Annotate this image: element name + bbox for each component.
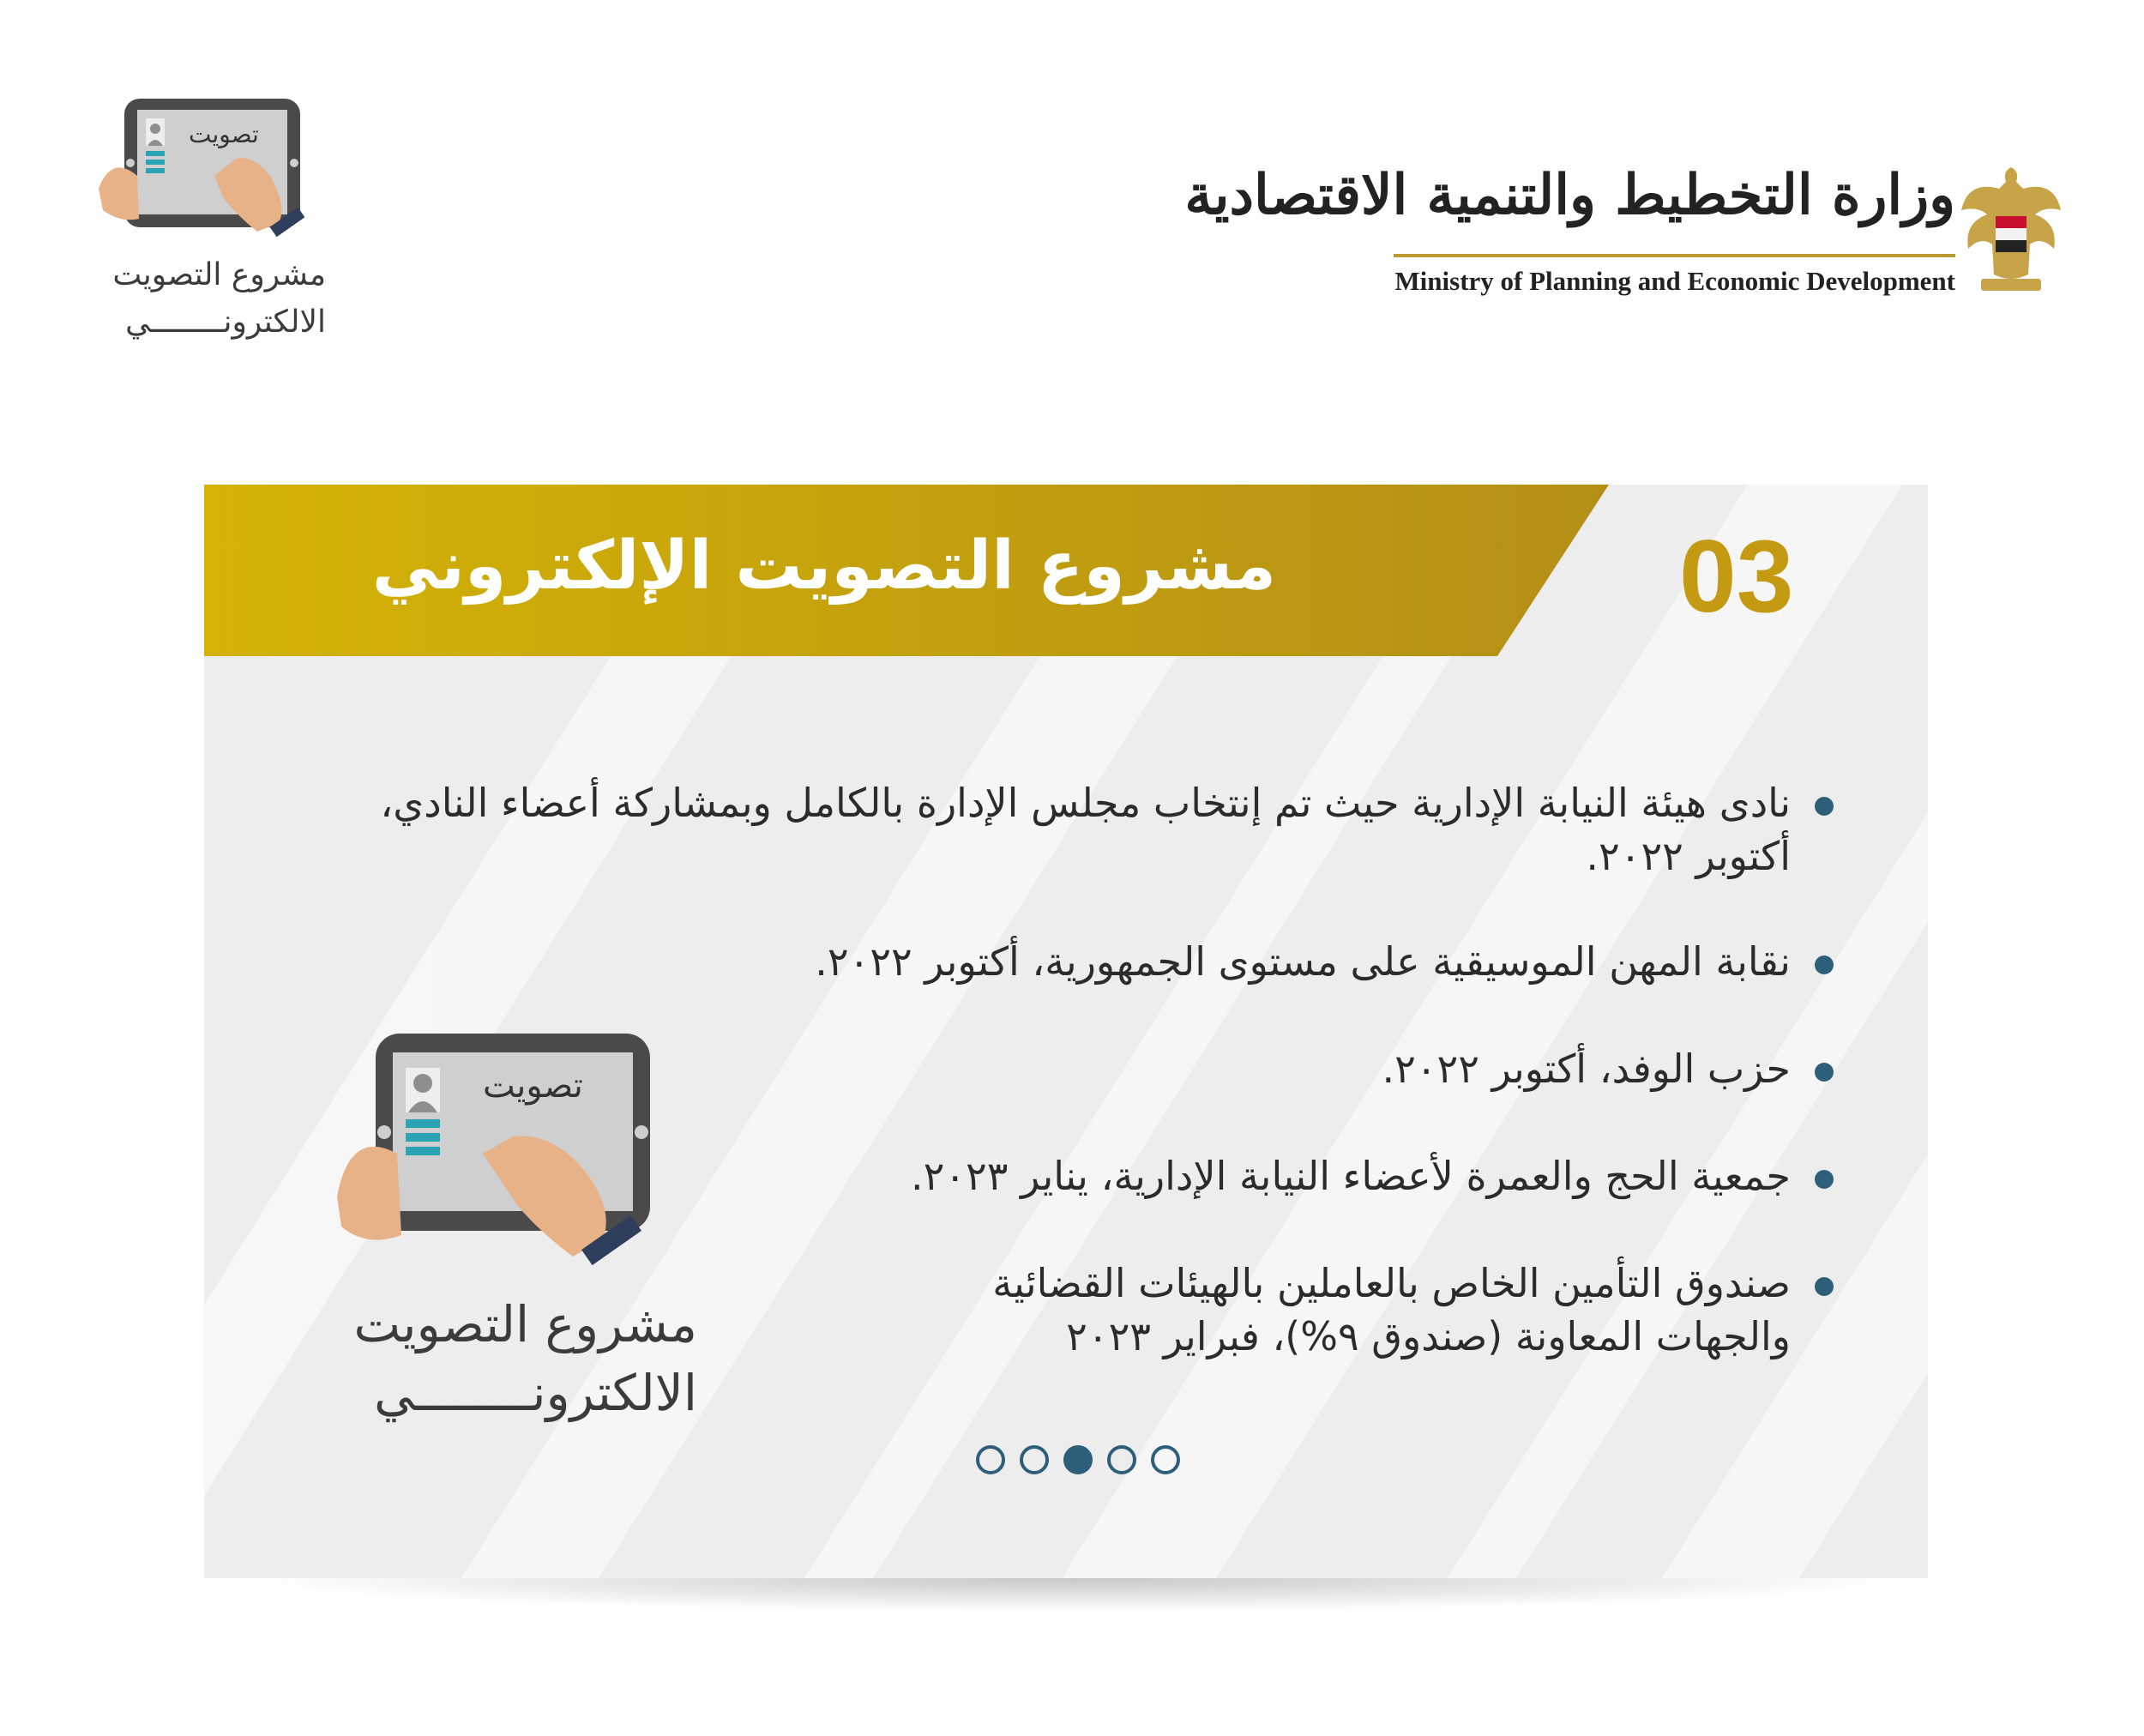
ministry-divider [1394, 254, 1955, 257]
list-item [933, 1257, 1834, 1363]
list-item-text: نقابة المهن الموسيقية على مستوى الجمهورية، أكتوبر ٢٠٢٢. [815, 938, 1791, 985]
bullet-dot [1815, 955, 1834, 974]
bullet-dot [1815, 1063, 1834, 1082]
page-dot-5[interactable] [1151, 1445, 1180, 1474]
list-item [341, 776, 1834, 883]
page-dot-3[interactable] [1063, 1445, 1093, 1474]
project-caption-line1-small: مشروع التصويت [112, 257, 326, 292]
page-dot-2[interactable] [1020, 1445, 1049, 1474]
title-banner [204, 485, 1611, 656]
illustration-caption-line2: الالكترونــــــــي [374, 1364, 697, 1422]
page-dot-4[interactable] [1107, 1445, 1136, 1474]
card-title: مشروع التصويت الإلكتروني [371, 527, 1276, 605]
illustration-caption-line1: مشروع التصويت [353, 1295, 697, 1353]
list-item [341, 935, 1834, 988]
card-number: 03 [1679, 519, 1794, 634]
bullet-dot [1815, 1277, 1834, 1296]
project-caption-line2-small: الالكترونــــــــي [125, 304, 326, 340]
ministry-english-name: Ministry of Planning and Economic Development [1394, 266, 1955, 296]
bullet-dot [1815, 797, 1834, 816]
list-item-text: صندوق التأمين الخاص بالعاملين بالهيئات القضائية والجهات المعاونة (صندوق ٩%)، فبراير ٢٠٢٣ [992, 1260, 1791, 1359]
ministry-arabic-name: وزارة التخطيط والتنمية الاقتصادية [1184, 163, 1955, 227]
bullet-dot [1815, 1170, 1834, 1189]
voting-tablet-icon-small [86, 94, 343, 266]
project-logo-small [86, 94, 343, 352]
tablet-screen-label: تصويت [483, 1066, 583, 1106]
page-dot-1[interactable] [976, 1445, 1005, 1474]
tablet-screen-label-small: تصويت [189, 120, 259, 148]
list-item-text: جمعية الحج والعمرة لأعضاء النيابة الإدارية، يناير ٢٠٢٣. [911, 1153, 1791, 1199]
ministry-logo [1184, 163, 2063, 317]
list-item-text: نادى هيئة النيابة الإدارية حيث تم إنتخاب مجلس الإدارة بالكامل وبمشاركة أعضاء النادي، أكتوبر ٢٠٢٢. [380, 780, 1791, 879]
eagle-emblem-icon [1960, 163, 2063, 300]
list-item-text: حزب الوفد، أكتوبر ٢٠٢٢. [1382, 1046, 1791, 1092]
pagination [976, 1445, 1180, 1488]
content-card [204, 485, 1928, 1578]
